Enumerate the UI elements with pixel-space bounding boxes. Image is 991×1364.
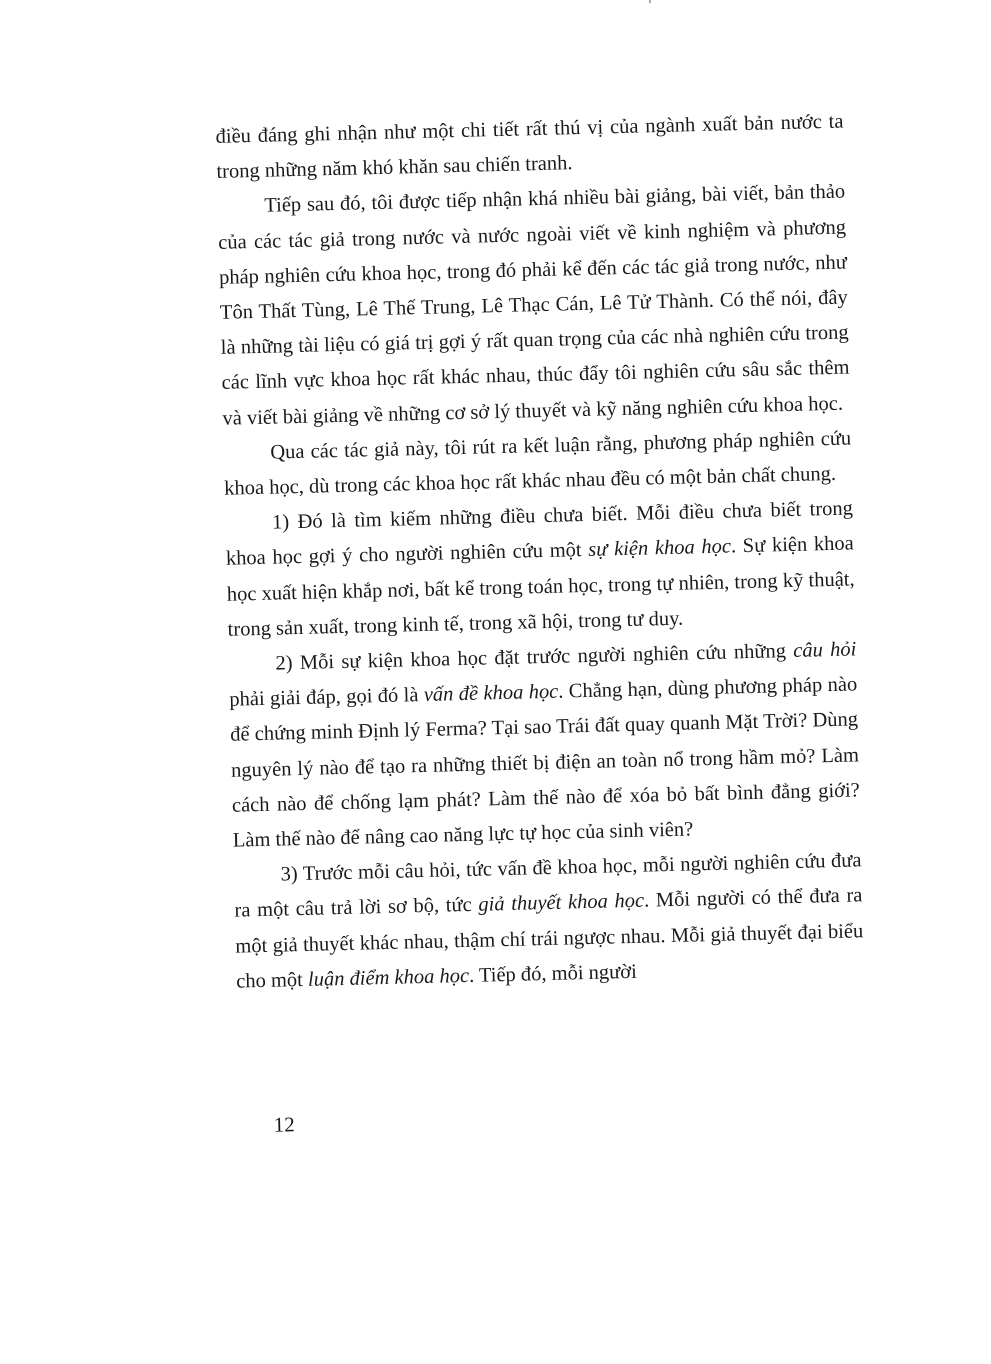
paragraph [228, 632, 861, 858]
text-run: phải giải đáp, gọi đó là [229, 684, 425, 711]
italic-term: sự kiện khoa học [587, 535, 732, 562]
text-run: . Tiếp đó, mỗi người [468, 960, 638, 987]
paragraph [217, 175, 851, 437]
paragraph [225, 492, 856, 648]
text-run: điều đáng ghi nhận như một chi tiết rất thú vị của ngành xuất bản nước ta trong những năm khó khăn sau chiến tranh. [215, 110, 844, 184]
paragraph [233, 844, 864, 1000]
italic-term: vấn đề khoa học [423, 680, 559, 707]
body-text [215, 105, 864, 1000]
italic-term: câu hỏi [792, 638, 857, 662]
text-run: . Sự kiện khoa học xuất hiện khắp nơi, bất kể trong toán học, trong tự nhiên, trong kỹ thuật, trong sản xuất, trong kinh tế, trong xã hội, trong tư duy. [226, 532, 855, 641]
italic-term: giả thuyết khoa học [478, 890, 645, 917]
scan-speck [649, 0, 650, 3]
text-run: Qua các tác giả này, tôi rút ra kết luận rằng, phương pháp nghiên cứu khoa học, dù trong các khoa học rất khác nhau đều có một bản chất chung. [223, 427, 852, 500]
text-run: . Mỗi người có thể đưa ra một giả thuyết khác nhau, thậm chí trái ngược nhau. Mỗi giả thuyết đại biểu cho một [235, 884, 864, 993]
text-run: Tiếp sau đó, tôi được tiếp nhận khá nhiều bài giảng, bài viết, bản thảo của các tác giả trong nước và nước ngoài viết về kinh nghiệm và phương pháp nghiên cứu khoa học, trong đó phải kể đến các tác giả trong nước, như Tôn Thất Tùng, Lê Thế Trung, Lê Thạc Cán, Lê Tử Thành. Có thể nói, đây là những tài liệu có giá trị gợi ý rất quan trọng của các nhà nghiên cứu trong các lĩnh vực khoa học rất khác nhau, thúc đẩy tôi nghiên cứu sâu sắc thêm và viết bài giảng về những cơ sở lý thuyết và kỹ năng nghiên cứu khoa học. [217, 180, 850, 430]
page-number: 12 [273, 1112, 296, 1137]
text-run: 2) Mỗi sự kiện khoa học đặt trước người nghiên cứu những [275, 639, 794, 675]
text-run: 3) Trước mỗi câu hỏi, tức vấn đề khoa học, mỗi người nghiên cứu đưa ra một câu trả lời sơ bộ, tức [234, 849, 862, 923]
italic-term: luận điểm khoa học [307, 964, 470, 991]
text-run: 1) Đó là tìm kiếm những điều chưa biết. Mỗi điều chưa biết trong khoa học gợi ý cho người nghiên cứu một [225, 497, 854, 571]
text-run: . Chẳng hạn, dùng phương pháp nào để chứng minh Định lý Ferma? Tại sao Trái đất quay quanh Mặt Trời? Dùng nguyên lý nào để tạo ra những thiết bị điện an toàn nổ trong hầm mỏ? Làm cách nào để chống lạm phát? Làm thế nào để xóa bỏ bất bình đẳng giới? Làm thế nào để nâng cao năng lực tự học của sinh viên? [229, 673, 861, 852]
